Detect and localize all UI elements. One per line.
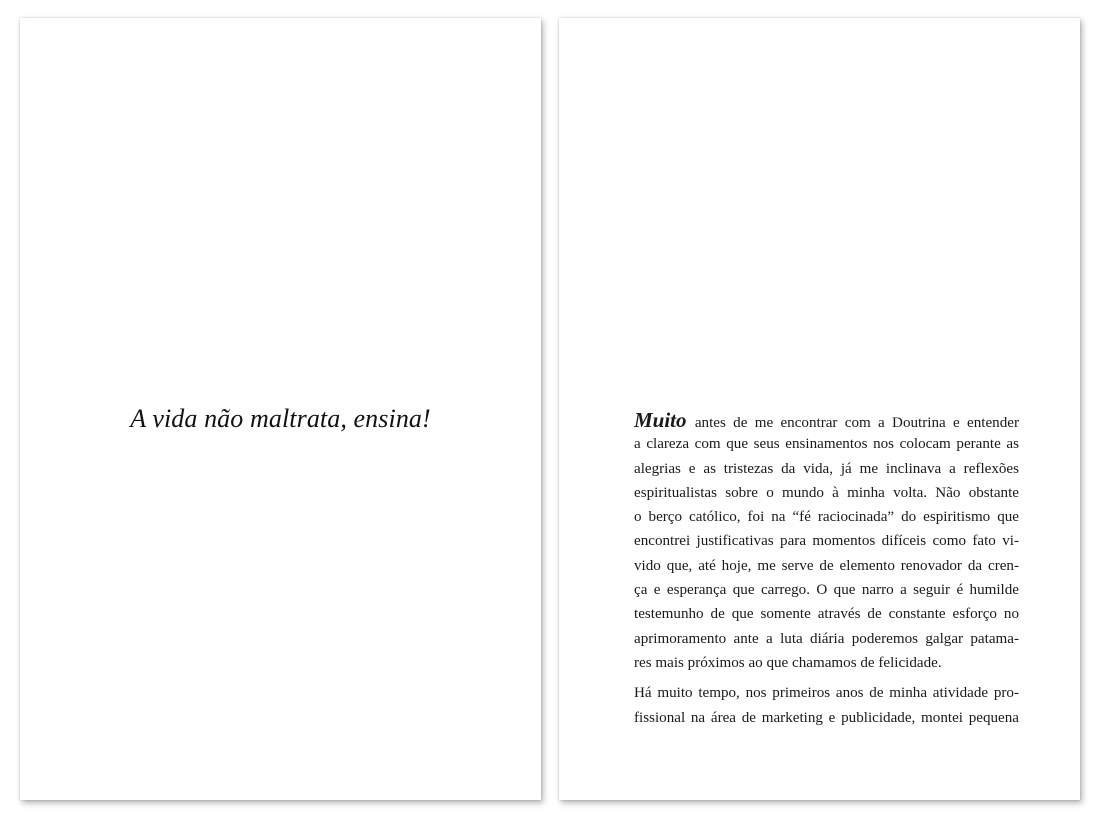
- text-line: fissional na área de marketing e publicidade, montei pequena: [634, 709, 1019, 726]
- text-line: vido que, até hoje, me serve de elemento renovador da cren-: [634, 557, 1019, 574]
- epigraph: A vida não maltrata, ensina!: [130, 404, 431, 433]
- paragraph-1: [634, 408, 1019, 675]
- text-line: aprimoramento ante a luta diária poderemos galgar patama-: [634, 630, 1019, 647]
- text-line: res mais próximos ao que chamamos de felicidade.: [634, 654, 942, 671]
- text-line: ça e esperança que carrego. O que narro a seguir é humilde: [634, 582, 1019, 599]
- paragraph-2: [634, 681, 1019, 730]
- text-line: alegrias e as tristezas da vida, já me inclinava a reflexões: [634, 460, 1019, 477]
- text-line: encontrei justificativas para momentos difíceis como fato vi-: [634, 533, 1019, 550]
- text-line: espiritualistas sobre o mundo à minha volta. Não obstante: [634, 484, 1019, 501]
- text-line: [634, 408, 1019, 432]
- lead-word: Muito: [634, 408, 687, 432]
- text-line: testemunho de que somente através de constante esforço no: [634, 606, 1019, 623]
- left-page: [20, 18, 541, 800]
- text-line: a clareza com que seus ensinamentos nos colocam perante as: [634, 436, 1019, 453]
- right-page: [559, 18, 1080, 800]
- first-line-rest: antes de me encontrar com a Doutrina e entender: [687, 415, 1019, 431]
- body-text: [634, 408, 1019, 730]
- text-line: Há muito tempo, nos primeiros anos de minha atividade pro-: [634, 685, 1019, 702]
- text-line: o berço católico, foi na “fé raciocinada” do espiritismo que: [634, 509, 1019, 526]
